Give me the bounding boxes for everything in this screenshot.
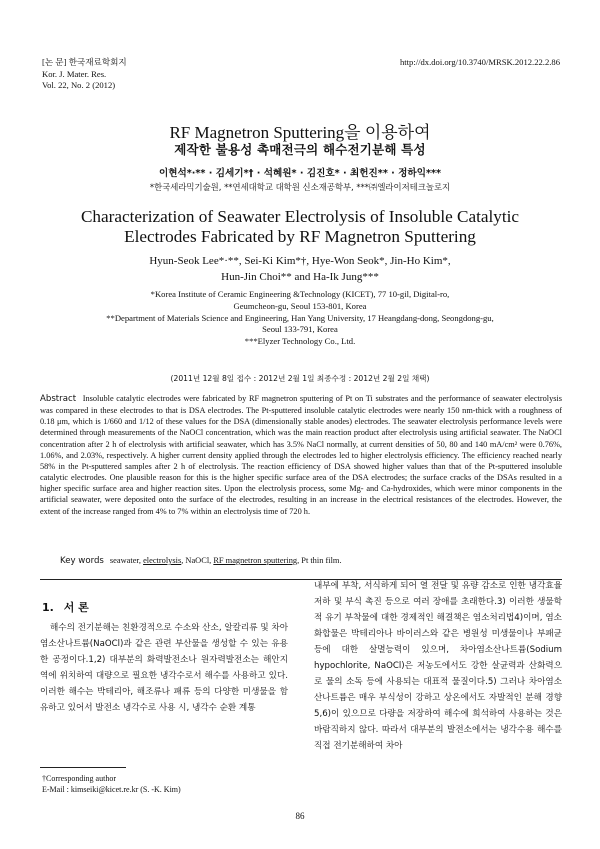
abstract-label: Abstract bbox=[40, 394, 77, 404]
section-number: 1. bbox=[42, 601, 54, 614]
abstract bbox=[40, 393, 562, 517]
english-title bbox=[0, 207, 600, 247]
keywords-label: Key words bbox=[60, 556, 104, 566]
english-affiliations bbox=[0, 289, 600, 348]
footnote-divider bbox=[40, 767, 126, 768]
page-number: 86 bbox=[295, 811, 305, 821]
doi-link[interactable]: http://dx.doi.org/10.3740/MRSK.2012.22.2.86 bbox=[399, 57, 560, 67]
affiliation-line: Seoul 133-791, Korea bbox=[262, 324, 338, 335]
journal-header bbox=[42, 57, 127, 92]
corresponding-author: †Corresponding author bbox=[42, 774, 116, 783]
journal-volume: Vol. 22, No. 2 (2012) bbox=[42, 80, 116, 90]
section-heading bbox=[42, 599, 89, 615]
abstract-text: Insoluble catalytic electrodes were fabricated by RF magnetron sputtering of Pt on Ti substrates and the performance of seawater electrolysis was compared in these electrodes to that is DSA electrodes. The Pt-sputtered insoluble catalytic electrodes were nearly 150 nm-thick with a roughness of 0.18 μm, which is 1/660 and 1/12 of these values for the DSA (dimensionally stable anodes) electrodes. The seawater electrolysis performance levels were determined through measurements of the NaOCl concentration, which was the main reaction product after electrolysis using artificial seawater. The NaOCl concentration after 2 h of electrolysis with artificial seawater, which has 3.5% NaCl normally, at current densities of 50, 80 and 140 mA/cm² were 0.76%, 1.06%, and 2.03%, respectively. A higher current density applied through the electrodes led to higher electrolysis efficiency. The efficiency reached nearly 58% in the Pt-sputtered samples after 2 h of electrolysis. The reaction efficiency of DSA showed higher values than that of the Pt-sputtered insoluble catalytic electrodes. One plausible reason for this is the higher specific surface area of the DSA electrodes; the surface cracks of the DSAs resulted in a higher specific surface area and higher reaction sites. Upon the electrolysis process, some Mg- and Ca-hydroxides, which were minor components in the artificial seawater, were deposited onto the surface of the electrodes, resulting in an increase in the electrical resistances of the electrodes. However, the extent of the increase ranged from 4% to 7% within an electrolysis time of 720 h. bbox=[40, 394, 562, 516]
english-authors-line-1: Hyun-Seok Lee*·**, Sei-Ki Kim*†, Hye-Won Seok*, Jin-Ho Kim*, bbox=[149, 255, 451, 267]
korean-affiliations: *한국세라믹기술원, **연세대학교 대학원 신소재공학부, ***㈜엘라이저테크놀로지 bbox=[149, 182, 451, 192]
affiliation-line: **Department of Materials Science and Engineering, Han Yang University, 17 Heangdang-dong, Seongdong-gu, bbox=[106, 312, 494, 323]
body-column-right bbox=[314, 578, 562, 754]
keyword: RF magnetron sputtering bbox=[213, 556, 298, 565]
keywords bbox=[60, 556, 342, 566]
affiliation-line: *Korea Institute of Ceramic Engineering &Technology (KICET), 77 10-gil, Digital-ro, bbox=[150, 289, 450, 299]
korean-title-line-2: 제작한 불용성 촉매전극의 해수전기분해 특성 bbox=[174, 142, 426, 157]
english-title-line-2: Electrodes Fabricated by RF Magnetron Sputtering bbox=[124, 227, 476, 246]
keyword: seawater, bbox=[109, 556, 144, 565]
english-authors-line-2: Hun-Jin Choi** and Ha-Ik Jung*** bbox=[221, 270, 379, 283]
body-paragraph: 해수의 전기분해는 친환경적으로 수소와 산소, 알칼리류 및 차아염소산나트륨(NaOCl)과 같은 관련 부산물을 생성할 수 있는 유용한 공정이다.1,2) 대부분의 화력발전소나 원자력발전소는 해안지역에 위치하여 대량으로 필요한 냉각수로서 해수를 사용하고 있다. 이러한 해수는 박테리아, 해조류나 패류 등의 다양한 미생물을 함유하고 있어서 발전소 냉각수로 사용 시, 냉각수 순환 계통 bbox=[40, 623, 288, 713]
journal-name-en: Kor. J. Mater. Res. bbox=[42, 68, 107, 79]
korean-authors: 이현석*·** · 김세기*† · 석혜원* · 김진호* · 최헌진** · 정하익*** bbox=[158, 168, 442, 179]
affiliation-line: ***Elyzer Technology Co., Ltd. bbox=[244, 336, 356, 347]
author-email[interactable]: E-Mail : kimseiki@kicet.re.kr (S. -K. Kim) bbox=[42, 785, 181, 794]
korean-title-line-1: RF Magnetron Sputtering을 이용하여 bbox=[169, 123, 431, 142]
affiliation-line: Geumcheon-gu, Seoul 153-801, Korea bbox=[233, 300, 367, 311]
keyword: electrolysis bbox=[143, 556, 182, 565]
keyword: , Pt thin film. bbox=[297, 556, 342, 565]
keyword: , NaOCl, bbox=[181, 556, 214, 565]
body-column-left bbox=[40, 620, 288, 716]
english-title-line-1: Characterization of Seawater Electrolysis of Insoluble Catalytic bbox=[80, 207, 520, 226]
journal-name-ko: [논 문] 한국재료학회지 bbox=[42, 57, 127, 67]
english-authors bbox=[0, 254, 600, 285]
submission-dates: (2011년 12월 8일 접수 : 2012년 2월 1일 최종수정 : 2012년 2월 2일 채택) bbox=[170, 374, 430, 383]
body-paragraph: 내부에 부착, 서식하게 되어 열 전달 및 유량 감소로 인한 냉각효율 저하 및 부식 촉진 등으로 여러 장애를 초래한다.3) 이러한 생물학적 유기 부착물에 대한 경제적인 해결책은 염소처리법4)이며, 염소화합물은 박테리아나 바이러스와 같은 병원성 미생물이나 부패균 등에 대한 살멸능력이 있으며, 차아염소산나트륨(Sodium hypochlorite, NaOCl)은 저농도에서도 강한 살균력과 산화력으로 물의 소독 등에 사용되는 대표적 물질이다.5) 그러나 차아염소산나트륨은 매우 부식성이 강하고 상온에서도 자발적인 분해 경향5,6)이 있으므로 다량을 저장하여 해수에 희석하여 사용하는 것은 바람직하지 않다. 따라서 대부분의 발전소에서는 냉각수용 해수를 직접 전기분해하여 차아 bbox=[314, 581, 562, 751]
section-title: 서 론 bbox=[63, 601, 89, 614]
footnote bbox=[42, 773, 181, 795]
